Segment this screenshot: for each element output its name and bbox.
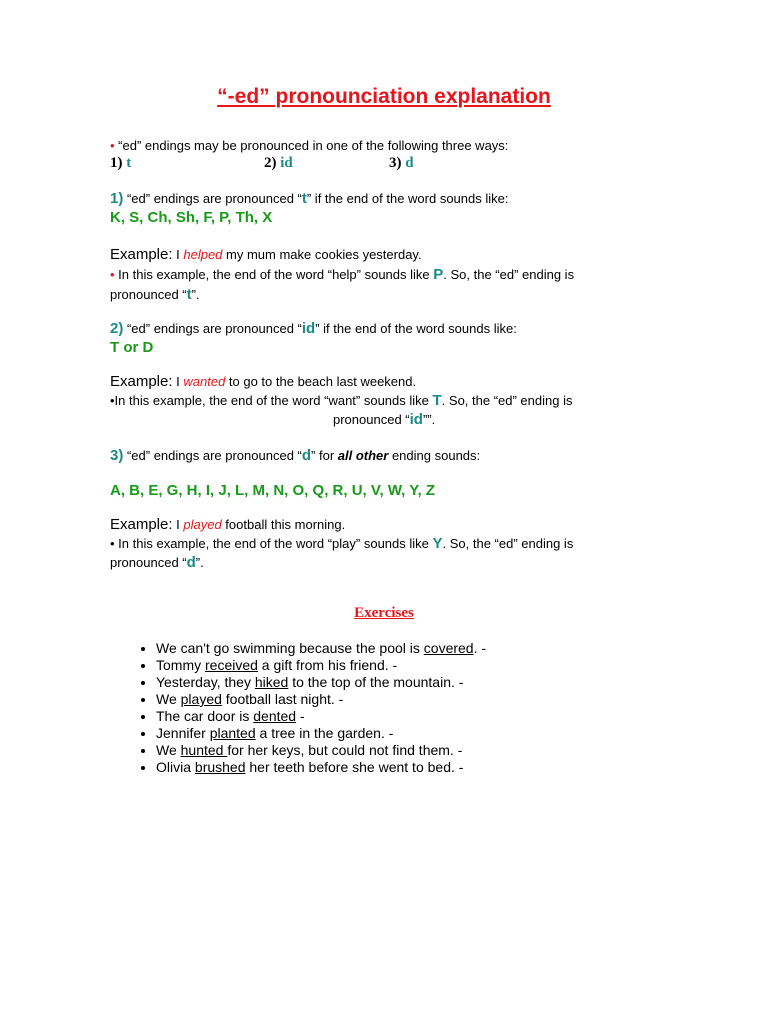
option-number: 1): [110, 155, 123, 171]
target-word: covered: [423, 640, 474, 656]
note-text: In this example, the end of the word “help” sounds like: [114, 267, 434, 282]
section1-note: [110, 266, 574, 283]
section3-example: [110, 516, 345, 533]
option-value: id: [280, 155, 293, 171]
exercise-text: Jennifer: [156, 725, 210, 741]
exercise-list: [128, 640, 486, 776]
rule-text: ” if the end of the word sounds like:: [315, 321, 517, 336]
rule-text: “ed” endings are pronounced “: [126, 321, 302, 336]
exercise-text: a tree in the garden. -: [255, 725, 394, 741]
target-word: received: [205, 657, 258, 673]
exercise-text: for her keys, but could not find them. -: [227, 742, 463, 758]
section2-example: [110, 373, 416, 390]
sound: d: [186, 554, 196, 571]
intro-text: “ed” endings may be pronounced in one of the following three ways:: [114, 138, 509, 153]
section2-note: [110, 392, 572, 409]
option-2: [264, 155, 293, 172]
sound: t: [301, 190, 307, 207]
list-item: [156, 742, 486, 759]
list-item: [156, 657, 486, 674]
sound: t: [186, 286, 192, 303]
option-value: d: [405, 155, 414, 171]
note-text: . So, the “ed” ending is: [441, 393, 573, 408]
exercise-text: We: [156, 691, 181, 707]
example-word: wanted: [183, 374, 226, 389]
list-item: [156, 640, 486, 657]
exercise-text: to the top of the mountain. -: [288, 674, 464, 690]
exercise-text: Yesterday, they: [156, 674, 255, 690]
section3-note2: [110, 554, 204, 571]
note-text: pronounced “: [110, 555, 187, 570]
section2-rule: [110, 320, 517, 337]
option-value: t: [126, 155, 132, 171]
note-text: . So, the “ed” ending is: [443, 267, 575, 282]
option-number: 3): [389, 155, 402, 171]
bullet: •: [110, 267, 115, 282]
note-letter: T: [432, 392, 442, 409]
section1-letters: K, S, Ch, Sh, F, P, Th, X: [110, 209, 273, 226]
exercise-text: We can't go swimming because the pool is: [156, 640, 424, 656]
sound: id: [409, 411, 423, 428]
section3-rule: [110, 447, 480, 464]
section1-note2: [110, 286, 200, 303]
list-item: [156, 674, 486, 691]
section3-letters: A, B, E, G, H, I, J, L, M, N, O, Q, R, U, V, W, Y, Z: [110, 482, 436, 499]
exercise-text: her teeth before she went to bed. -: [245, 759, 464, 775]
target-word: hiked: [254, 674, 289, 690]
example-label: Example:: [110, 373, 173, 390]
note-text: pronounced “: [110, 287, 187, 302]
exercise-text: -: [296, 708, 305, 724]
section3-note: [110, 535, 573, 552]
section1-rule: [110, 190, 508, 207]
option-3: [389, 155, 414, 172]
example-text: football this morning.: [221, 517, 346, 532]
exercise-text: Olivia: [156, 759, 195, 775]
exercise-text: Tommy: [156, 657, 205, 673]
section-number: 2): [110, 320, 124, 337]
example-text: I: [172, 517, 184, 532]
note-text: ”.: [191, 287, 200, 302]
example-text: to go to the beach last weekend.: [225, 374, 417, 389]
rule-text: “ed” endings are pronounced “: [126, 191, 302, 206]
list-item: [156, 759, 486, 776]
note-text: ”.: [195, 555, 204, 570]
example-label: Example:: [110, 516, 173, 533]
option-1: [110, 155, 131, 172]
note-text: •In this example, the end of the word “want” sounds like: [110, 393, 433, 408]
note-letter: Y: [432, 535, 443, 552]
section-number: 3): [110, 447, 124, 464]
section2-note2: [333, 411, 435, 428]
target-word: dented: [253, 708, 297, 724]
rule-text: ending sounds:: [388, 448, 481, 463]
emphasis-text: all other: [337, 448, 389, 463]
section1-example: [110, 246, 422, 263]
rule-text: ” for: [311, 448, 338, 463]
target-word: planted: [209, 725, 256, 741]
list-item: [156, 691, 486, 708]
example-label: Example:: [110, 246, 173, 263]
intro-line: [110, 138, 508, 153]
sound: d: [301, 447, 312, 464]
exercise-text: a gift from his friend. -: [257, 657, 398, 673]
note-text: ””.: [422, 412, 436, 427]
list-item: [156, 725, 486, 742]
note-text: . So, the “ed” ending is: [442, 536, 574, 551]
sound: id: [301, 320, 316, 337]
option-number: 2): [264, 155, 277, 171]
example-word: helped: [183, 247, 223, 262]
exercise-text: The car door is: [156, 708, 254, 724]
section-number: 1): [110, 190, 124, 207]
example-text: my mum make cookies yesterday.: [222, 247, 422, 262]
example-word: played: [183, 517, 222, 532]
page-title: “-ed” pronounciation explanation: [217, 85, 551, 108]
example-text: I: [172, 374, 184, 389]
note-text: • In this example, the end of the word “play” sounds like: [110, 536, 433, 551]
exercises-title: Exercises: [354, 605, 414, 621]
example-text: I: [172, 247, 184, 262]
exercise-text: We: [156, 742, 181, 758]
section2-letters: T or D: [110, 339, 154, 356]
note-text: pronounced “: [333, 412, 410, 427]
target-word: brushed: [194, 759, 246, 775]
rule-text: “ed” endings are pronounced “: [126, 448, 302, 463]
bullet: •: [110, 138, 115, 153]
rule-text: ” if the end of the word sounds like:: [306, 191, 509, 206]
exercise-text: football last night. -: [221, 691, 344, 707]
target-word: played: [180, 691, 222, 707]
list-item: [156, 708, 486, 725]
note-letter: P: [433, 266, 444, 283]
exercise-text: . -: [473, 640, 487, 656]
target-word: hunted: [180, 742, 228, 758]
